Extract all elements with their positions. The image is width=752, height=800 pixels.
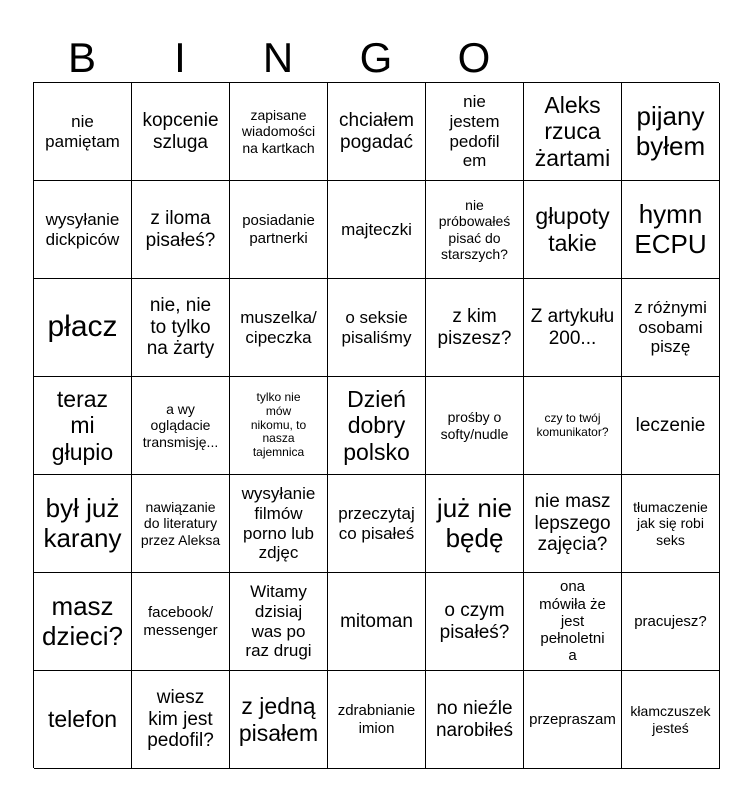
cell-text: kłamczuszek jesteś <box>630 703 711 736</box>
cell-text: hymn ECPU <box>634 198 707 259</box>
cell-text: czy to twój komunikator? <box>536 410 609 439</box>
bingo-cell[interactable] <box>230 377 328 475</box>
cell-text: ona mówiła że jest pełnoletnia <box>539 578 606 665</box>
cell-text: wysyłanie dickpiców <box>45 209 120 249</box>
cell-text: mitoman <box>340 610 413 632</box>
header-letter-b: B <box>67 34 96 81</box>
bingo-cell[interactable] <box>132 475 230 573</box>
bingo-cell[interactable] <box>622 377 720 475</box>
bingo-cell[interactable] <box>524 671 622 769</box>
bingo-cell[interactable] <box>524 83 622 181</box>
cell-text: płacz <box>47 310 118 344</box>
cell-text: no nieźle narobiłeś <box>435 697 514 741</box>
header-letter-n: N <box>262 34 294 81</box>
bingo-cell[interactable] <box>34 377 132 475</box>
cell-text: pijany byłem <box>635 100 706 161</box>
bingo-cell[interactable] <box>328 279 426 377</box>
bingo-cell[interactable] <box>230 181 328 279</box>
cell-text: chciałem pogadać <box>339 109 414 153</box>
bingo-cell[interactable] <box>34 671 132 769</box>
bingo-cell[interactable] <box>426 475 524 573</box>
cell-text: masz dzieci? <box>42 590 123 651</box>
bingo-cell[interactable] <box>230 279 328 377</box>
bingo-cell[interactable] <box>426 181 524 279</box>
bingo-cell[interactable] <box>230 671 328 769</box>
cell-text: zdrabnianie imion <box>337 702 416 737</box>
cell-text: nie pamiętam <box>45 111 120 151</box>
bingo-cell[interactable] <box>622 671 720 769</box>
cell-text: nawiązanie do literatury przez Aleksa <box>140 499 221 548</box>
bingo-cell[interactable] <box>132 377 230 475</box>
cell-text: wiesz kim jest pedofil? <box>147 686 214 752</box>
bingo-cell[interactable] <box>132 181 230 279</box>
header-letter-o: O <box>457 34 491 81</box>
cell-text: przeczytaj co pisałeś <box>338 503 415 543</box>
cell-text: Witamy dzisiaj was po raz drugi <box>245 582 312 661</box>
bingo-cell[interactable] <box>230 83 328 181</box>
bingo-cell[interactable] <box>524 573 622 671</box>
cell-text: Aleks rzuca żartami <box>534 91 611 171</box>
cell-text: już nie będę <box>436 492 513 553</box>
cell-text: wysyłanie filmów porno lub zdjęc <box>241 484 316 563</box>
cell-text: tylko nie mów nikomu, to nasza tajemnica <box>250 390 307 460</box>
cell-text: pracujesz? <box>634 612 707 630</box>
bingo-cell[interactable] <box>132 83 230 181</box>
bingo-cell[interactable] <box>426 279 524 377</box>
bingo-cell[interactable] <box>328 573 426 671</box>
bingo-cell[interactable] <box>426 83 524 181</box>
cell-text: z jedną pisałem <box>238 693 319 746</box>
bingo-cell[interactable] <box>34 475 132 573</box>
bingo-board <box>33 82 719 768</box>
bingo-cell[interactable] <box>34 83 132 181</box>
cell-text: teraz mi głupio <box>51 385 114 465</box>
cell-text: prośby o softy/nudle <box>440 409 509 442</box>
bingo-cell[interactable] <box>426 377 524 475</box>
cell-text: Z artykułu 200... <box>530 305 615 349</box>
bingo-cell[interactable] <box>132 279 230 377</box>
cell-text: z iloma pisałeś? <box>145 207 216 251</box>
cell-text: o czym pisałeś? <box>439 599 510 643</box>
bingo-cell[interactable] <box>426 671 524 769</box>
cell-text: zapisane wiadomości na kartkach <box>241 107 316 156</box>
cell-text: nie, nie to tylko na żarty <box>146 294 215 360</box>
cell-text: nie jestem pedofilem <box>449 92 500 171</box>
bingo-header <box>33 30 719 82</box>
bingo-cell[interactable] <box>524 181 622 279</box>
bingo-cell[interactable] <box>328 671 426 769</box>
cell-text: telefon <box>47 706 118 733</box>
header-letter-g: G <box>359 34 393 81</box>
cell-text: facebook/ messenger <box>143 604 218 639</box>
header-letter-i: I <box>174 34 186 81</box>
bingo-cell[interactable] <box>328 377 426 475</box>
bingo-cell[interactable] <box>328 83 426 181</box>
bingo-cell[interactable] <box>132 671 230 769</box>
cell-text: majteczki <box>341 219 412 239</box>
bingo-cell[interactable] <box>524 377 622 475</box>
bingo-cell[interactable] <box>230 573 328 671</box>
bingo-cell[interactable] <box>622 475 720 573</box>
cell-text: Dzień dobry polsko <box>343 385 410 465</box>
bingo-cell[interactable] <box>622 181 720 279</box>
bingo-cell[interactable] <box>328 475 426 573</box>
bingo-cell[interactable] <box>230 475 328 573</box>
cell-text: leczenie <box>635 414 706 436</box>
bingo-cell[interactable] <box>328 181 426 279</box>
cell-text: nie próbowałeś pisać do starszych? <box>438 197 511 262</box>
bingo-cell[interactable] <box>524 475 622 573</box>
cell-text: muszelka/ cipeczka <box>240 307 317 347</box>
bingo-cell[interactable] <box>34 181 132 279</box>
bingo-cell[interactable] <box>132 573 230 671</box>
cell-text: z różnymi osobami piszę <box>634 298 707 357</box>
cell-text: kopcenie szluga <box>142 109 219 153</box>
bingo-cell[interactable] <box>524 279 622 377</box>
cell-text: przepraszam <box>529 710 616 728</box>
bingo-cell[interactable] <box>622 573 720 671</box>
cell-text: głupoty takie <box>535 203 610 256</box>
cell-text: był już karany <box>43 492 122 553</box>
cell-text: z kim piszesz? <box>437 305 512 349</box>
bingo-cell[interactable] <box>622 83 720 181</box>
cell-text: posiadanie partnerki <box>242 212 315 247</box>
bingo-cell[interactable] <box>34 279 132 377</box>
bingo-cell[interactable] <box>34 573 132 671</box>
cell-text: tłumaczenie jak się robi seks <box>633 499 708 548</box>
cell-text: nie masz lepszego zajęcia? <box>534 490 611 556</box>
bingo-cell[interactable] <box>426 573 524 671</box>
cell-text: a wy oglądacie transmisję... <box>142 401 219 450</box>
cell-text: o seksie pisaliśmy <box>341 307 412 347</box>
bingo-cell[interactable] <box>622 279 720 377</box>
